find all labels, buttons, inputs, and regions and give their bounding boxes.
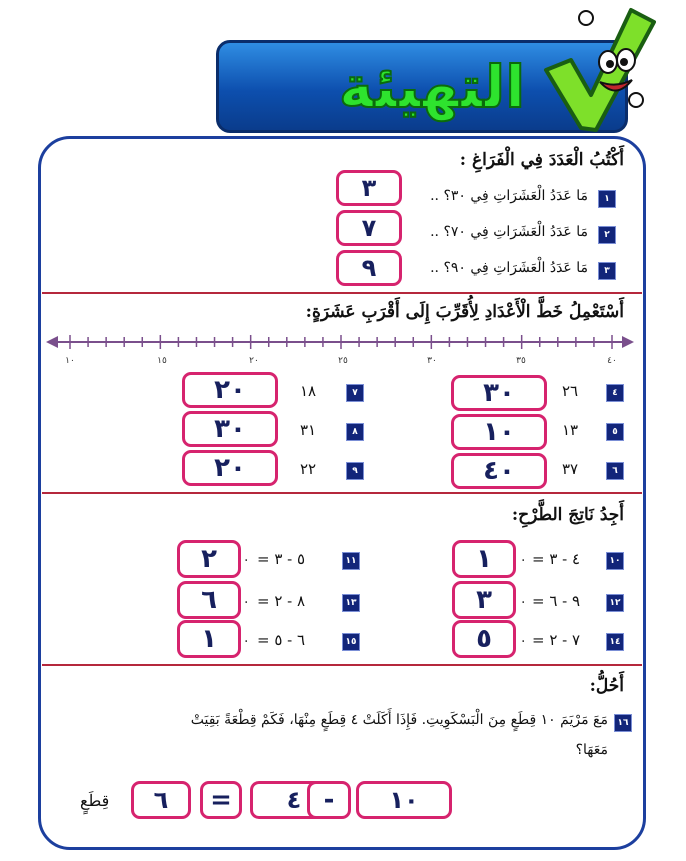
question-text: مَا عَدَدُ الْعَشَرَاتِ فِي ٩٠؟ ..: [430, 260, 588, 276]
operand-b-box[interactable]: ٤: [250, 781, 338, 819]
page-title: التهيئة: [338, 52, 526, 121]
question-number: ٧: [346, 384, 364, 402]
question-number: ٦: [606, 462, 624, 480]
dot: .: [521, 591, 526, 607]
section-divider: [42, 292, 642, 294]
tick-label: ٢٥: [338, 356, 348, 366]
round-value: ١٨: [300, 382, 317, 400]
result-box[interactable]: ٦: [131, 781, 191, 819]
answer-box[interactable]: ٢: [177, 540, 241, 578]
tick-label: ٣٠: [427, 356, 437, 366]
answer-box[interactable]: ٢٠: [182, 372, 278, 408]
answer-box[interactable]: ٢٠: [182, 450, 278, 486]
question-number: ١٢: [606, 594, 624, 612]
section2-heading: أَسْتَعْمِلُ خَطَّ الْأَعْدَادِ لِأُقَرِّبَ إِلَى أَقْرَبِ عَشَرَةٍ:: [305, 302, 624, 322]
subtraction-expression: ٤ - ٣ =: [532, 550, 581, 568]
question-number: ١٠: [606, 552, 624, 570]
tick-label: ٢٠: [249, 356, 259, 366]
section-divider: [42, 492, 642, 494]
answer-box[interactable]: ٦: [177, 581, 241, 619]
answer-box[interactable]: ١: [452, 540, 516, 578]
question-number: ٩: [346, 462, 364, 480]
question-number: ٤: [606, 384, 624, 402]
answer-box[interactable]: ٥: [452, 620, 516, 658]
answer-box[interactable]: ٣٠: [182, 411, 278, 447]
dot: .: [244, 630, 249, 646]
tick-label: ١٠: [65, 356, 75, 366]
section3-heading: أَجِدُ نَاتِجَ الطَّرْحِ:: [511, 505, 624, 525]
section4-heading: أَحُلُّ:: [589, 676, 624, 696]
round-value: ٢٢: [300, 460, 317, 478]
round-value: ١٣: [562, 421, 579, 439]
answer-box[interactable]: ٩: [336, 250, 402, 286]
operand-a-box[interactable]: ١٠: [356, 781, 452, 819]
answer-box[interactable]: ٧: [336, 210, 402, 246]
subtraction-expression: ٥ - ٣ =: [257, 550, 306, 568]
question-text: مَا عَدَدُ الْعَشَرَاتِ فِي ٧٠؟ ..: [430, 224, 588, 240]
word-problem-line2: مَعَهَا؟: [575, 742, 608, 758]
answer-box[interactable]: ٣: [336, 170, 402, 206]
tick-label: ٣٥: [516, 356, 526, 366]
answer-box[interactable]: ١: [177, 620, 241, 658]
question-number: ٨: [346, 423, 364, 441]
subtraction-expression: ٩ - ٦ =: [532, 592, 581, 610]
answer-box[interactable]: ١٠: [451, 414, 547, 450]
subtraction-expression: ٨ - ٢ =: [257, 592, 306, 610]
question-number: ٥: [606, 423, 624, 441]
question-number: ١: [598, 190, 616, 208]
question-number: ١٣: [342, 594, 360, 612]
question-number: ١٥: [342, 633, 360, 651]
word-problem-line1: مَعَ مَرْيَمَ ١٠ قِطَعٍ مِنَ الْبَسْكَوِيتِ. فَإِذَا أَكَلَتْ ٤ قِطَعٍ مِنْهَا، فَكَمْ قِطْعَةً بَقِيَتْ: [190, 712, 608, 728]
dot: .: [521, 630, 526, 646]
question-number: ١٤: [606, 633, 624, 651]
minus-sign-box: -: [307, 781, 351, 819]
answer-box[interactable]: ٣٠: [451, 375, 547, 411]
dot: .: [244, 591, 249, 607]
subtraction-expression: ٦ - ٥ =: [257, 631, 306, 649]
number-line: [46, 332, 634, 358]
tick-label: ١٥: [157, 356, 167, 366]
question-number: ٣: [598, 262, 616, 280]
question-number: ١٦: [614, 714, 632, 732]
answer-box[interactable]: ٣: [452, 581, 516, 619]
section1-heading: أَكْتُبُ الْعَدَدَ فِي الْفَرَاغِ :: [459, 150, 624, 170]
checkmark-mascot-icon: [536, 0, 656, 135]
round-value: ٢٦: [562, 382, 579, 400]
dot: .: [244, 549, 249, 565]
question-number: ١١: [342, 552, 360, 570]
equals-sign-box: =: [200, 781, 242, 819]
round-value: ٣١: [300, 421, 317, 439]
question-text: مَا عَدَدُ الْعَشَرَاتِ فِي ٣٠؟ ..: [430, 188, 588, 204]
section-divider: [42, 664, 642, 666]
subtraction-expression: ٧ - ٢ =: [532, 631, 581, 649]
tick-label: ٤٠: [607, 356, 617, 366]
round-value: ٣٧: [562, 460, 579, 478]
unit-label: قِطَعٍ: [80, 791, 110, 810]
answer-box[interactable]: ٤٠: [451, 453, 547, 489]
question-number: ٢: [598, 226, 616, 244]
dot: .: [521, 549, 526, 565]
